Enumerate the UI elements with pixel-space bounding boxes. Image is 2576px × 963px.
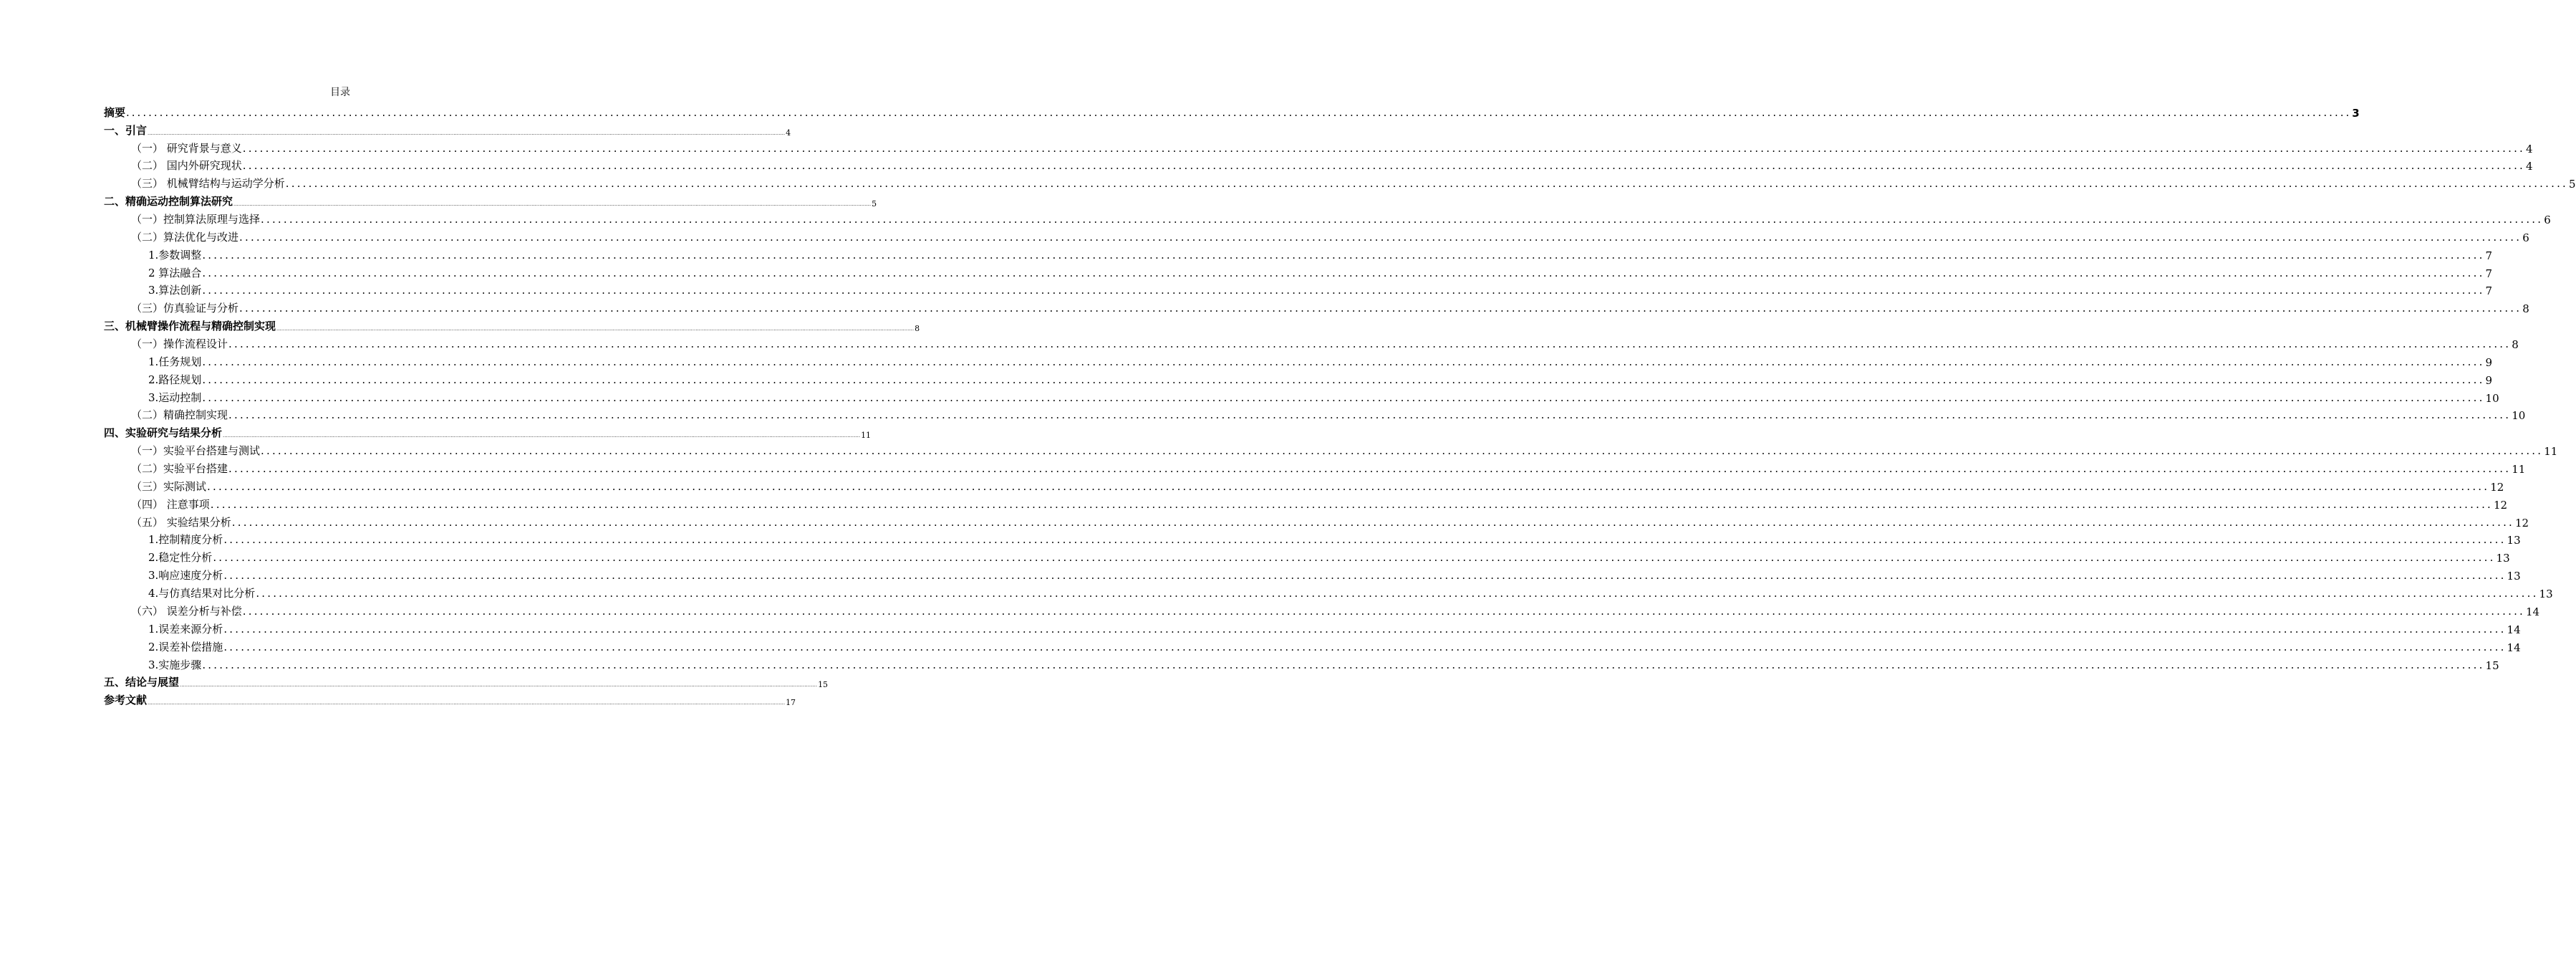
dot-leader: ................................................................................................................................................................................................................................................................................................................................................................................................................ — [239, 230, 2522, 244]
dot-leader: ................................................................................................................................................................................................................................................................................................................................................................................................................ — [231, 515, 2515, 529]
toc-entry[interactable] — [104, 244, 2493, 262]
toc-entry-title: 参考文献 — [104, 694, 148, 707]
dot-leader: ................................................................................................................................................................................................................................................................................................................................................................................................................ — [202, 391, 2485, 404]
toc-entry[interactable] — [104, 333, 2519, 352]
toc-entry-title: （一）实验平台搭建与测试 — [131, 444, 261, 458]
toc-entry-title: （五） 实验结果分析 — [131, 515, 231, 529]
toc-entry-page: 7 — [2485, 267, 2493, 280]
toc-entry-page: 13 — [2507, 570, 2521, 583]
toc-entry-page: 14 — [2526, 605, 2540, 618]
dot-leader: ................................................................................................................................................................................................................................................................................................................................................................................................................ — [202, 248, 2485, 262]
toc-entry[interactable] — [104, 280, 2493, 298]
toc-entry[interactable] — [104, 173, 2576, 191]
dot-leader: ................................................................................................................................................................................................................................................................................................................................................................................................................ — [223, 533, 2507, 547]
toc-entry-page: 6 — [2522, 231, 2529, 244]
toc-entry-page: 8 — [915, 324, 920, 334]
toc-entry-page: 17 — [786, 698, 796, 708]
toc-entry[interactable] — [104, 476, 2504, 494]
dot-leader: ................................................................................................................................................................................................................................................................................................................................................................................................................ — [223, 640, 2507, 653]
toc-entry[interactable] — [104, 405, 2526, 423]
toc-entry-page: 9 — [2485, 355, 2493, 369]
toc-entry[interactable] — [104, 618, 2521, 636]
toc-entry-page: 11 — [861, 431, 872, 441]
toc-entry-title: 2.稳定性分析 — [148, 551, 213, 565]
dot-leader: ................................................................................................................................................................................................................................................................................................................................................................................................................ — [126, 105, 2352, 119]
dot-leader: ................................................................................................................................................................................................................................................................................................................................................................................................................ — [202, 658, 2485, 671]
toc-entry-page: 14 — [2507, 623, 2521, 636]
dot-leader: ................................................................................................................................................................................................................................................................................................................................................................................................................ — [202, 284, 2485, 297]
toc-entry-title: （三）仿真验证与分析 — [131, 302, 239, 315]
toc-entry-title: （二）算法优化与改进 — [131, 230, 239, 244]
toc-entry-page: 13 — [2539, 588, 2553, 601]
toc-entry-page: 12 — [2490, 480, 2504, 494]
dot-leader: ................................................................................................................................................................................................................................................................................................................................................................................................................ — [276, 326, 915, 332]
toc-entry[interactable] — [104, 351, 2493, 369]
toc-entry[interactable] — [104, 458, 2526, 476]
toc-entry-title: 二、精确运动控制算法研究 — [104, 195, 233, 209]
toc-entry[interactable] — [104, 600, 2540, 618]
toc-entry-page: 5 — [2569, 178, 2576, 191]
toc-entry-title: 1.任务规划 — [148, 355, 202, 368]
toc-entry[interactable] — [104, 494, 2508, 512]
toc-entry-title: （四） 注意事项 — [131, 497, 210, 511]
toc-entry-title: 3.算法创新 — [148, 284, 202, 297]
toc-entry[interactable] — [104, 315, 920, 334]
toc-entry[interactable] — [104, 387, 2499, 405]
toc-entry-title: 四、实验研究与结果分析 — [104, 426, 223, 440]
toc-entry-page: 12 — [2494, 498, 2508, 512]
dot-leader: ................................................................................................................................................................................................................................................................................................................................................................................................................ — [242, 604, 2526, 618]
toc-entry-title: （三）实际测试 — [131, 479, 207, 493]
toc-entry[interactable] — [104, 155, 2533, 173]
dot-leader: ................................................................................................................................................................................................................................................................................................................................................................................................................ — [223, 433, 861, 439]
toc-entry-title: 一、引言 — [104, 123, 148, 137]
dot-leader: ................................................................................................................................................................................................................................................................................................................................................................................................................ — [228, 337, 2512, 351]
dot-leader: ................................................................................................................................................................................................................................................................................................................................................................................................................ — [256, 587, 2539, 600]
dot-leader: ................................................................................................................................................................................................................................................................................................................................................................................................................ — [148, 700, 786, 706]
dot-leader: ................................................................................................................................................................................................................................................................................................................................................................................................................ — [242, 159, 2526, 173]
toc-entry-title: （六） 误差分析与补偿 — [131, 604, 242, 618]
toc-entry-title: 2.误差补偿措施 — [148, 640, 223, 653]
toc-entry-page: 14 — [2507, 641, 2521, 654]
toc-entry-title: （一）控制算法原理与选择 — [131, 213, 261, 226]
toc-entry-title: 3.响应速度分析 — [148, 569, 223, 583]
toc-entry[interactable] — [104, 191, 877, 209]
toc-entry-title: 1.误差来源分析 — [148, 622, 223, 636]
dot-leader: ................................................................................................................................................................................................................................................................................................................................................................................................................ — [202, 373, 2485, 386]
toc-entry-page: 15 — [2485, 658, 2499, 672]
toc-entry-title: （二）精确控制实现 — [131, 408, 228, 422]
toc-entry-title: （三） 机械臂结构与运动学分析 — [131, 177, 285, 191]
toc-entry-page: 4 — [786, 128, 791, 138]
dot-leader: ................................................................................................................................................................................................................................................................................................................................................................................................................ — [228, 408, 2512, 422]
toc-entry-title: 1.参数调整 — [148, 248, 202, 262]
dot-leader: ................................................................................................................................................................................................................................................................................................................................................................................................................ — [239, 302, 2522, 315]
toc-entry-title: 4.与仿真结果对比分析 — [148, 587, 256, 600]
toc-entry-title: （一） 研究背景与意义 — [131, 141, 242, 155]
toc-entry-title: 3.运动控制 — [148, 391, 202, 404]
toc-entry[interactable] — [104, 547, 2510, 565]
toc-entry[interactable] — [104, 209, 2551, 227]
dot-leader: ................................................................................................................................................................................................................................................................................................................................................................................................................ — [213, 551, 2496, 565]
dot-leader: ................................................................................................................................................................................................................................................................................................................................................................................................................ — [285, 177, 2569, 191]
toc-entry[interactable] — [104, 262, 2493, 280]
toc-entry-page: 6 — [2544, 214, 2551, 227]
dot-leader: ................................................................................................................................................................................................................................................................................................................................................................................................................ — [242, 141, 2526, 155]
dot-leader: ................................................................................................................................................................................................................................................................................................................................................................................................................ — [207, 479, 2490, 493]
toc-entry[interactable] — [104, 636, 2521, 654]
toc-entry[interactable] — [104, 138, 2533, 155]
dot-leader: ................................................................................................................................................................................................................................................................................................................................................................................................................ — [210, 497, 2494, 511]
toc-entry[interactable] — [104, 583, 2553, 601]
dot-leader: ................................................................................................................................................................................................................................................................................................................................................................................................................ — [148, 130, 786, 136]
toc-entry-page: 10 — [2485, 391, 2499, 405]
toc-entry[interactable] — [104, 297, 2529, 316]
dot-leader: ................................................................................................................................................................................................................................................................................................................................................................................................................ — [261, 213, 2544, 226]
toc-title: 目录 — [330, 87, 350, 98]
toc-entry-title: 三、机械臂操作流程与精确控制实现 — [104, 320, 276, 333]
dot-leader: ................................................................................................................................................................................................................................................................................................................................................................................................................ — [223, 569, 2507, 583]
toc-entry-title: （二） 国内外研究现状 — [131, 159, 242, 173]
toc-entry[interactable] — [104, 440, 2558, 459]
dot-leader: ................................................................................................................................................................................................................................................................................................................................................................................................................ — [223, 622, 2507, 636]
toc-entry-page: 7 — [2485, 284, 2493, 298]
toc-entry[interactable] — [104, 226, 2529, 244]
toc-entry-page: 12 — [2515, 516, 2529, 530]
toc-entry-title: 1.控制精度分析 — [148, 533, 223, 547]
toc-entry-page: 3 — [2352, 106, 2360, 120]
toc-entry-page: 5 — [872, 199, 877, 209]
dot-leader: ................................................................................................................................................................................................................................................................................................................................................................................................................ — [180, 682, 818, 689]
toc-entry-page: 11 — [2544, 445, 2558, 459]
toc-entry-page: 4 — [2526, 142, 2533, 155]
toc-entry-title: 2 算法融合 — [148, 266, 202, 279]
toc-entry[interactable] — [104, 512, 2529, 530]
table-of-contents — [104, 102, 2576, 708]
toc-entry-page: 10 — [2512, 409, 2526, 423]
toc-entry-page: 13 — [2496, 552, 2510, 565]
toc-entry-title: （一）操作流程设计 — [131, 337, 228, 351]
toc-entry[interactable] — [104, 654, 2499, 672]
toc-entry-title: 3.实施步骤 — [148, 658, 202, 671]
toc-entry[interactable] — [104, 102, 2360, 120]
toc-entry-page: 15 — [818, 680, 829, 690]
toc-entry[interactable] — [104, 565, 2521, 583]
dot-leader: ................................................................................................................................................................................................................................................................................................................................................................................................................ — [202, 355, 2485, 368]
toc-entry-title: （二）实验平台搭建 — [131, 462, 228, 476]
toc-entry-page: 8 — [2522, 302, 2529, 316]
toc-entry[interactable] — [104, 530, 2521, 547]
toc-entry-page: 13 — [2507, 534, 2521, 547]
dot-leader: ................................................................................................................................................................................................................................................................................................................................................................................................................ — [261, 444, 2544, 458]
dot-leader: ................................................................................................................................................................................................................................................................................................................................................................................................................ — [202, 266, 2485, 279]
toc-entry-page: 9 — [2485, 373, 2493, 387]
toc-entry[interactable] — [104, 120, 791, 138]
toc-entry-page: 7 — [2485, 249, 2493, 262]
dot-leader: ................................................................................................................................................................................................................................................................................................................................................................................................................ — [233, 201, 872, 208]
toc-entry[interactable] — [104, 689, 796, 708]
dot-leader: ................................................................................................................................................................................................................................................................................................................................................................................................................ — [228, 462, 2512, 476]
toc-entry-title: 摘要 — [104, 105, 126, 119]
toc-entry-page: 8 — [2512, 338, 2519, 352]
toc-entry-page: 11 — [2512, 463, 2526, 476]
toc-entry-title: 五、结论与展望 — [104, 676, 180, 689]
toc-entry-page: 4 — [2526, 160, 2533, 173]
toc-entry-title: 2.路径规划 — [148, 373, 202, 386]
toc-entry[interactable] — [104, 672, 829, 690]
toc-entry[interactable] — [104, 422, 872, 441]
toc-entry[interactable] — [104, 369, 2493, 387]
